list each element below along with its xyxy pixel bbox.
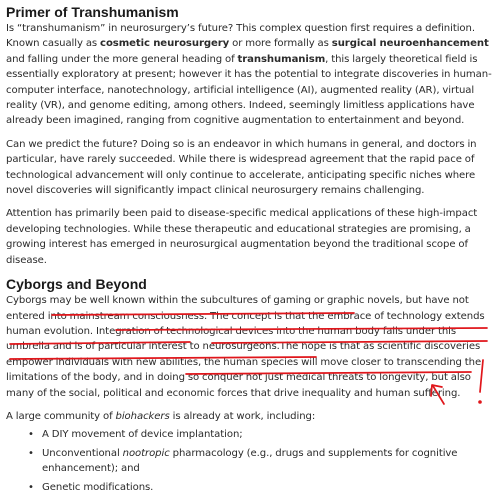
text-run: or more formally as (229, 38, 332, 50)
primer-paragraph-1 (6, 21, 492, 129)
bullet-icon: • (28, 447, 34, 459)
primer-paragraph-3: Attention has primarily been paid to disease-specific medical applications of these high-impact developing technologies. While these therapeutic and educational strategies are promising, a growing interest has emerged in neurosurgical augmentation beyond the traditional scope of disease. (6, 208, 478, 266)
text-run: Is “transhumanism” in neurosurgery’s future? This complex question first requires a definition. Known casually as (6, 23, 475, 50)
italic-term-biohackers: biohackers (115, 410, 170, 422)
bold-term-surgical-neuroenhancement: surgical neuroenhancement (331, 38, 489, 50)
article-body (6, 4, 492, 498)
section-heading-primer: Primer of Transhumanism (6, 4, 179, 20)
list-item-text: A DIY movement of device implantation; (42, 429, 243, 441)
list-item (28, 427, 492, 442)
bullet-icon: • (28, 429, 34, 441)
list-item-text: pharmacology (e.g., drugs and supplements for cognitive enhancement); and (42, 447, 458, 475)
bold-term-cosmetic-neurosurgery: cosmetic neurosurgery (100, 38, 230, 50)
italic-term-nootropic: nootropic (122, 447, 170, 459)
list-item (28, 480, 492, 495)
text-run: , this largely theoretical field is essentially exploratory at present; however it has the potential to integrate discoveries in human-computer interface, nanotechnology, artificial intelligence (AI), augmented reality (AR), virtual reality (VR), and genome editing, among others. Indeed, seemingly limitless applications have already been imagined, ranging from cognitive augmentation to entertainment and beyond. (6, 53, 492, 127)
section-heading-cyborgs: Cyborgs and Beyond (6, 276, 147, 293)
biohacker-list (6, 427, 492, 495)
text-run: A large community of (6, 410, 116, 422)
bold-term-transhumanism: transhumanism (237, 53, 326, 65)
primer-paragraph-2: Can we predict the future? Doing so is an endeavor in which humans in general, and doctors in particular, have rarely succeeded. While there is widespread agreement that the rapid pace of technological advancement will only continue to accelerate, anticipating specific niches where novel discoveries will significantly impact clinical neurosurgery remains challenging. (6, 138, 477, 197)
list-item-text: Genetic modifications. (42, 481, 154, 493)
cyborgs-paragraph-2 (6, 409, 492, 424)
bullet-icon: • (28, 481, 34, 493)
text-run: is already at work, including: (169, 410, 316, 422)
list-item (28, 446, 492, 477)
text-run: and falling under the more general heading of (6, 53, 238, 65)
cyborgs-paragraph-1: Cyborgs may be well known within the subcultures of gaming or graphic novels, but have not entered into mainstream consciousness. The concept is that the embrace of technology extends human evolution. Integration of technological devices into the human body falls under this umbrella and is of particular interest to neurosurgeons.The hope is that as scientific discoveries empower individuals with new abilities, the human species will move closer to transcending the limitations of the body, and in doing so conquer not just medical threats to longevity, but also many of the social, political and economic forces that drive inequality and human suffering. (6, 295, 485, 399)
list-item-text: Unconventional (42, 447, 123, 459)
